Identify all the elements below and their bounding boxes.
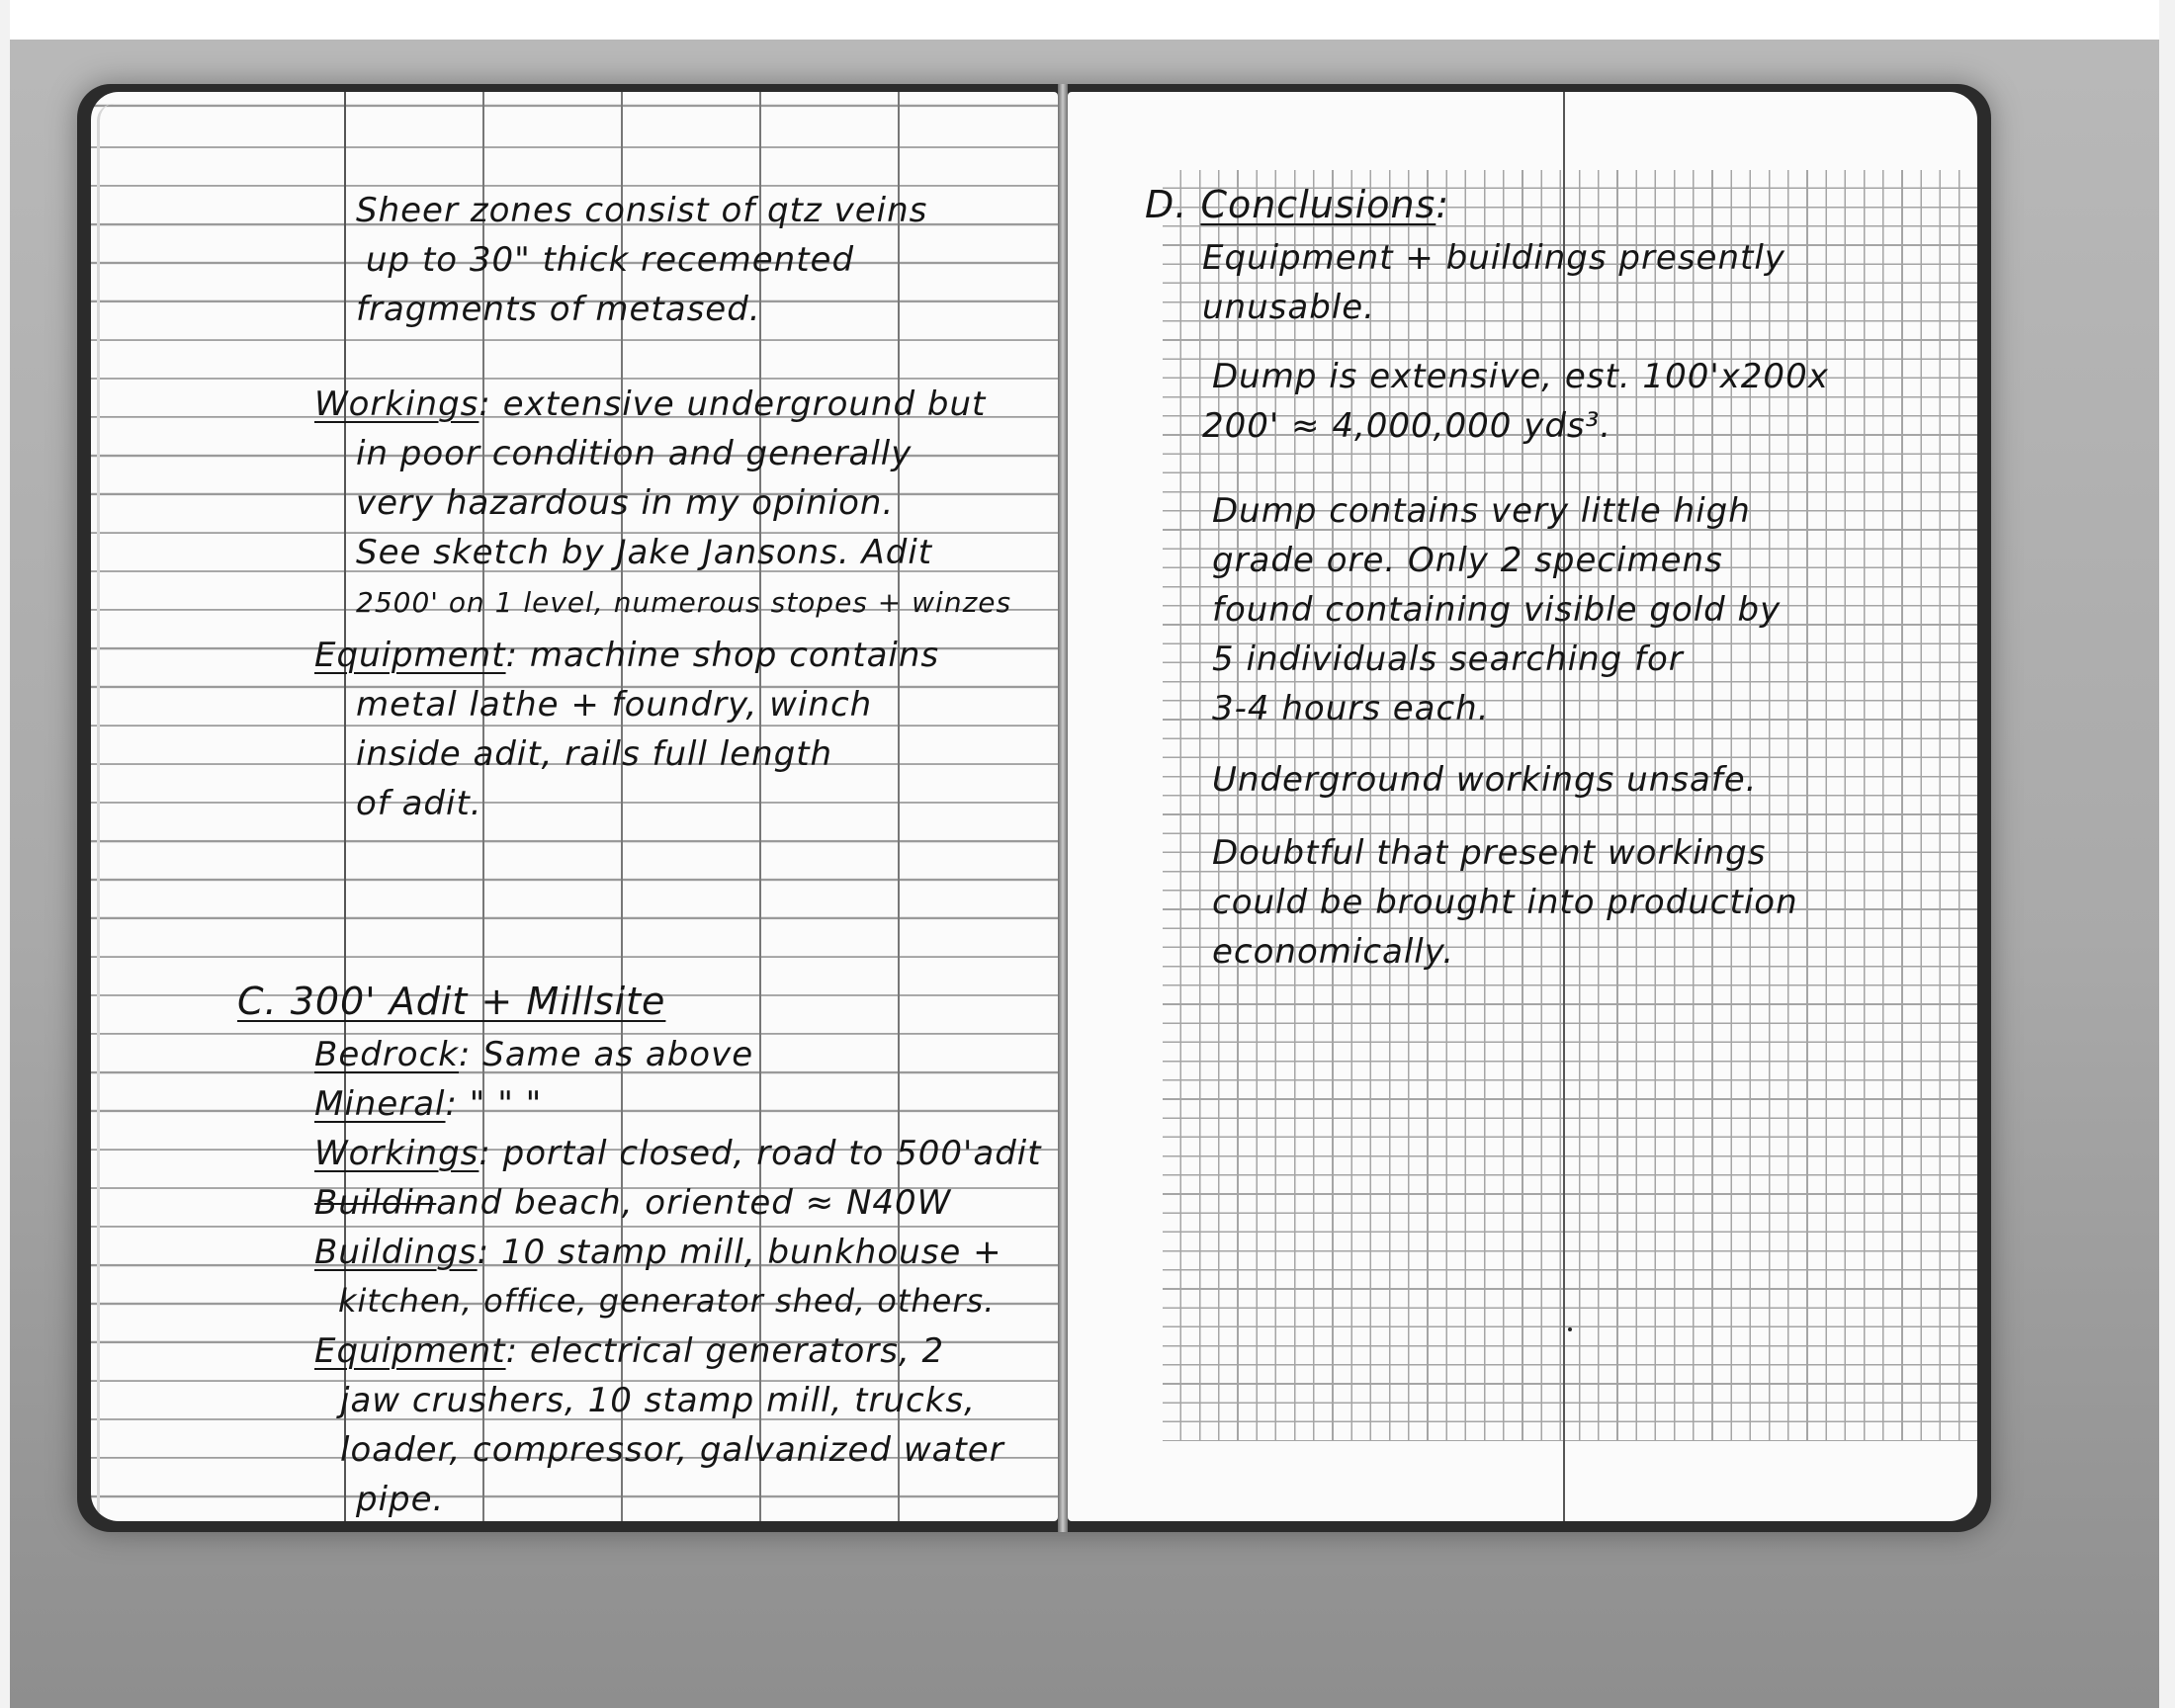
conclusion-5-line-3: economically. (1212, 932, 1455, 972)
page-stack-edges (97, 104, 114, 1521)
mineral-text: : " " " (445, 1084, 543, 1124)
workings-line-2: in poor condition and generally (356, 434, 913, 473)
left-page (91, 92, 1058, 1521)
buildings-line-2: kitchen, office, generator shed, others. (338, 1282, 996, 1320)
mineral-row (314, 1084, 542, 1124)
c-workings-row (314, 1134, 1042, 1173)
conclusion-3-line-4: 5 individuals searching for (1212, 640, 1684, 679)
section-c-title-text: C. 300' Adit + Millsite (237, 980, 666, 1023)
conclusion-4-line-1: Underground workings unsafe. (1212, 760, 1758, 800)
c-workings-line-2: and beach, oriented ≈ N40W (436, 1183, 952, 1223)
c-equipment-line-4: pipe. (356, 1480, 445, 1519)
buildings-line-1: : 10 stamp mill, bunkhouse + (477, 1233, 1002, 1272)
scan-border-right (2159, 0, 2175, 1708)
conclusion-5-line-2: could be brought into production (1212, 883, 1798, 922)
bedrock-text: : Same as above (459, 1035, 754, 1074)
ink-dot (1568, 1327, 1572, 1331)
struck-out-word: Buildin (314, 1183, 437, 1223)
intro-line-3: fragments of metased. (356, 290, 761, 329)
section-c-title (237, 980, 665, 1023)
c-workings-label: Workings (314, 1134, 479, 1173)
equipment-line-4: of adit. (356, 784, 482, 823)
section-d-heading (1145, 183, 1449, 226)
equipment-label: Equipment (314, 636, 506, 675)
workings-line-1: : extensive underground but (478, 384, 987, 424)
intro-line-1: Sheer zones consist of qtz veins (356, 191, 928, 230)
workings-line-3: very hazardous in my opinion. (356, 483, 895, 523)
workings-label: Workings (314, 384, 479, 424)
c-equipment-line-3: loader, compressor, galvanized water (340, 1430, 1004, 1470)
intro-line-2: up to 30" thick recemented (366, 240, 855, 280)
right-page (1068, 92, 1977, 1521)
equipment-line-1: : machine shop contains (505, 636, 940, 675)
bedrock-label: Bedrock (314, 1035, 459, 1074)
c-equipment-label: Equipment (314, 1331, 506, 1371)
c-equipment-row (314, 1331, 944, 1371)
conclusion-3-line-2: grade ore. Only 2 specimens (1212, 541, 1723, 580)
mineral-label: Mineral (314, 1084, 446, 1124)
workings-line-5: 2500' on 1 level, numerous stopes + winzes (356, 586, 1012, 619)
c-workings-line-1: : portal closed, road to 500'adit (478, 1134, 1042, 1173)
workings-heading (314, 384, 986, 424)
section-d-title: Conclusions (1200, 183, 1436, 226)
section-d-colon: : (1436, 183, 1450, 226)
equipment-heading (314, 636, 939, 675)
conclusion-2-line-1: Dump is extensive, est. 100'x200x (1212, 357, 1829, 396)
scan-border-top (0, 0, 2175, 40)
buildings-row (314, 1233, 1002, 1272)
conclusion-1-line-1: Equipment + buildings presently (1202, 238, 1785, 278)
conclusion-3-line-5: 3-4 hours each. (1212, 689, 1490, 728)
c-equipment-line-1: : electrical generators, 2 (505, 1331, 945, 1371)
conclusion-3-line-3: found containing visible gold by (1212, 590, 1782, 630)
buildings-label: Buildings (314, 1233, 478, 1272)
section-d-prefix: D. (1145, 183, 1188, 226)
equipment-line-2: metal lathe + foundry, winch (356, 685, 873, 725)
page-center-rule (1563, 92, 1565, 1521)
conclusion-3-line-1: Dump contains very little high (1212, 491, 1751, 531)
open-notebook (77, 84, 1991, 1532)
workings-line-4: See sketch by Jake Jansons. Adit (356, 533, 933, 572)
conclusion-5-line-1: Doubtful that present workings (1212, 833, 1767, 873)
conclusion-1-line-2: unusable. (1202, 288, 1375, 327)
c-equipment-line-2: jaw crushers, 10 stamp mill, trucks, (340, 1381, 976, 1420)
notebook-spine (1058, 84, 1068, 1532)
bedrock-row (314, 1035, 753, 1074)
c-workings-row-2 (314, 1183, 951, 1223)
equipment-line-3: inside adit, rails full length (356, 734, 833, 774)
conclusion-2-line-2: 200' ≈ 4,000,000 yds³. (1202, 406, 1612, 446)
scan-border-left (0, 0, 10, 1708)
